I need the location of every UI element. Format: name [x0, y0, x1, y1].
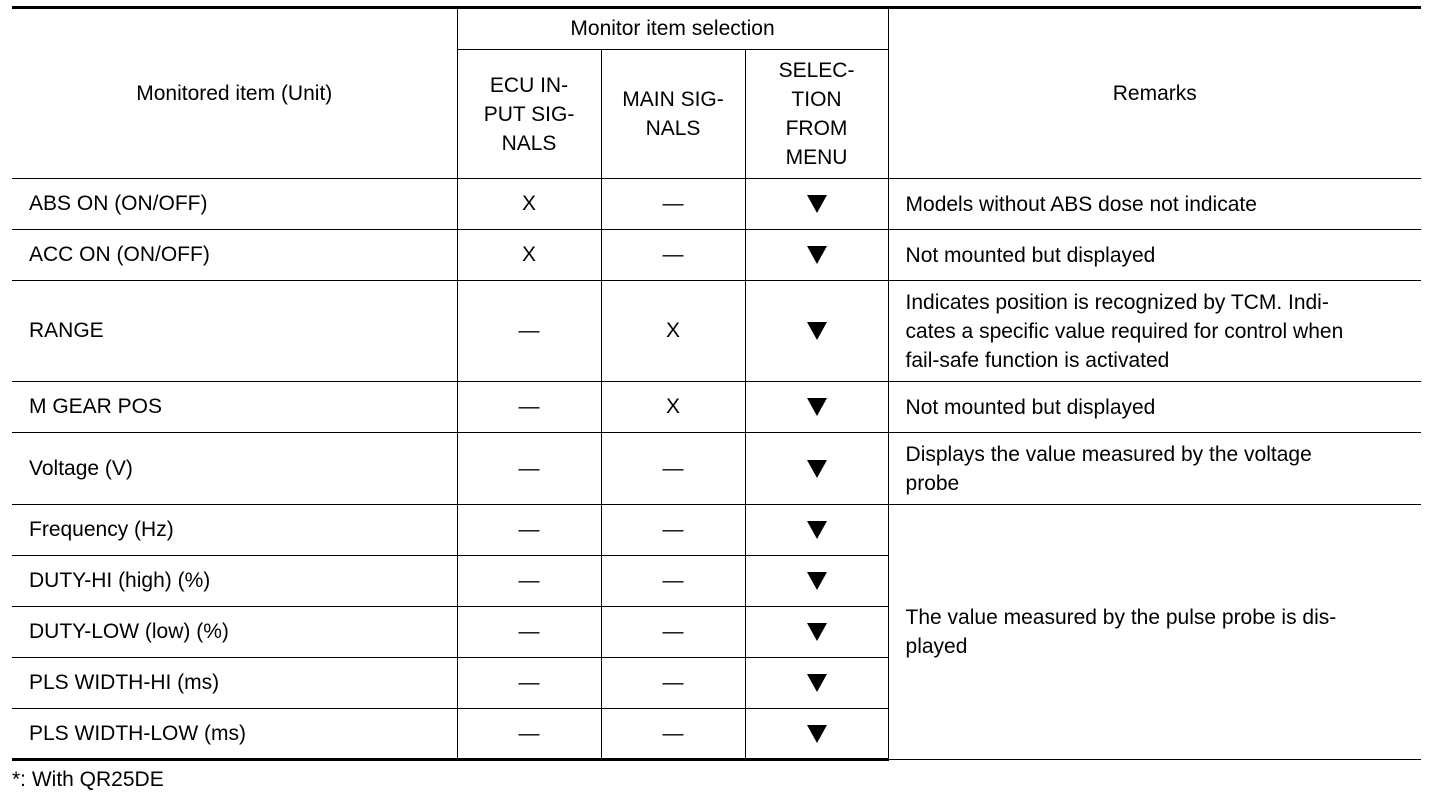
triangle-down-icon [807, 195, 827, 213]
ecu-mark-cell: X [457, 230, 601, 281]
ecu-mark-cell: X [457, 179, 601, 230]
item-cell: PLS WIDTH-LOW (ms) [12, 709, 457, 760]
main-mark-cell: — [601, 709, 745, 760]
item-cell: DUTY-LOW (low) (%) [12, 607, 457, 658]
ecu-mark-cell: — [457, 505, 601, 556]
triangle-down-icon [807, 521, 827, 539]
table-row [12, 433, 1421, 505]
item-cell: PLS WIDTH-HI (ms) [12, 658, 457, 709]
table-row [12, 230, 1421, 281]
ecu-mark-cell: — [457, 556, 601, 607]
triangle-down-icon [807, 623, 827, 641]
main-mark-cell: — [601, 607, 745, 658]
header-remarks: Remarks [888, 8, 1421, 179]
triangle-down-icon [807, 246, 827, 264]
item-cell: ABS ON (ON/OFF) [12, 179, 457, 230]
item-cell: M GEAR POS [12, 382, 457, 433]
main-mark-cell: — [601, 433, 745, 505]
item-cell: DUTY-HI (high) (%) [12, 556, 457, 607]
header-main-signals: MAIN SIG- NALS [601, 50, 745, 179]
header-selection-from-menu: SELEC- TION FROM MENU [745, 50, 888, 179]
ecu-mark-cell: — [457, 281, 601, 382]
main-mark-cell: — [601, 658, 745, 709]
triangle-down-icon [807, 322, 827, 340]
header-monitored-item: Monitored item (Unit) [12, 8, 457, 179]
main-mark-cell: — [601, 505, 745, 556]
triangle-down-icon [807, 725, 827, 743]
selection-mark-cell [745, 433, 888, 505]
ecu-mark-cell: — [457, 607, 601, 658]
selection-mark-cell [745, 658, 888, 709]
ecu-mark-cell: — [457, 709, 601, 760]
triangle-down-icon [807, 460, 827, 478]
triangle-down-icon [807, 572, 827, 590]
remark-cell: Models without ABS dose not indicate [888, 179, 1421, 230]
triangle-down-icon [807, 398, 827, 416]
main-mark-cell: — [601, 179, 745, 230]
main-mark-cell: X [601, 281, 745, 382]
selection-mark-cell [745, 607, 888, 658]
table-row [12, 382, 1421, 433]
footnote: *: With QR25DE [12, 768, 164, 791]
table-row [12, 505, 1421, 556]
main-mark-cell: — [601, 230, 745, 281]
monitor-item-table [12, 6, 1421, 761]
header-monitor-item-selection: Monitor item selection [457, 8, 888, 50]
triangle-down-icon [807, 674, 827, 692]
table-row [12, 281, 1421, 382]
remark-cell: Indicates position is recognized by TCM. Indi- cates a specific value required for control when fail-safe function is activated [888, 281, 1421, 382]
ecu-mark-cell: — [457, 382, 601, 433]
selection-mark-cell [745, 505, 888, 556]
item-cell: ACC ON (ON/OFF) [12, 230, 457, 281]
main-mark-cell: — [601, 556, 745, 607]
remark-cell: Not mounted but displayed [888, 230, 1421, 281]
item-cell: RANGE [12, 281, 457, 382]
ecu-mark-cell: — [457, 433, 601, 505]
main-mark-cell: X [601, 382, 745, 433]
selection-mark-cell [745, 281, 888, 382]
remark-cell: Not mounted but displayed [888, 382, 1421, 433]
header-ecu-input-signals: ECU IN- PUT SIG- NALS [457, 50, 601, 179]
item-cell: Voltage (V) [12, 433, 457, 505]
selection-mark-cell [745, 382, 888, 433]
merged-remark-cell: The value measured by the pulse probe is dis- played [888, 505, 1421, 760]
selection-mark-cell [745, 709, 888, 760]
ecu-mark-cell: — [457, 658, 601, 709]
selection-mark-cell [745, 556, 888, 607]
item-cell: Frequency (Hz) [12, 505, 457, 556]
selection-mark-cell [745, 230, 888, 281]
table-row [12, 179, 1421, 230]
remark-cell: Displays the value measured by the voltage probe [888, 433, 1421, 505]
selection-mark-cell [745, 179, 888, 230]
